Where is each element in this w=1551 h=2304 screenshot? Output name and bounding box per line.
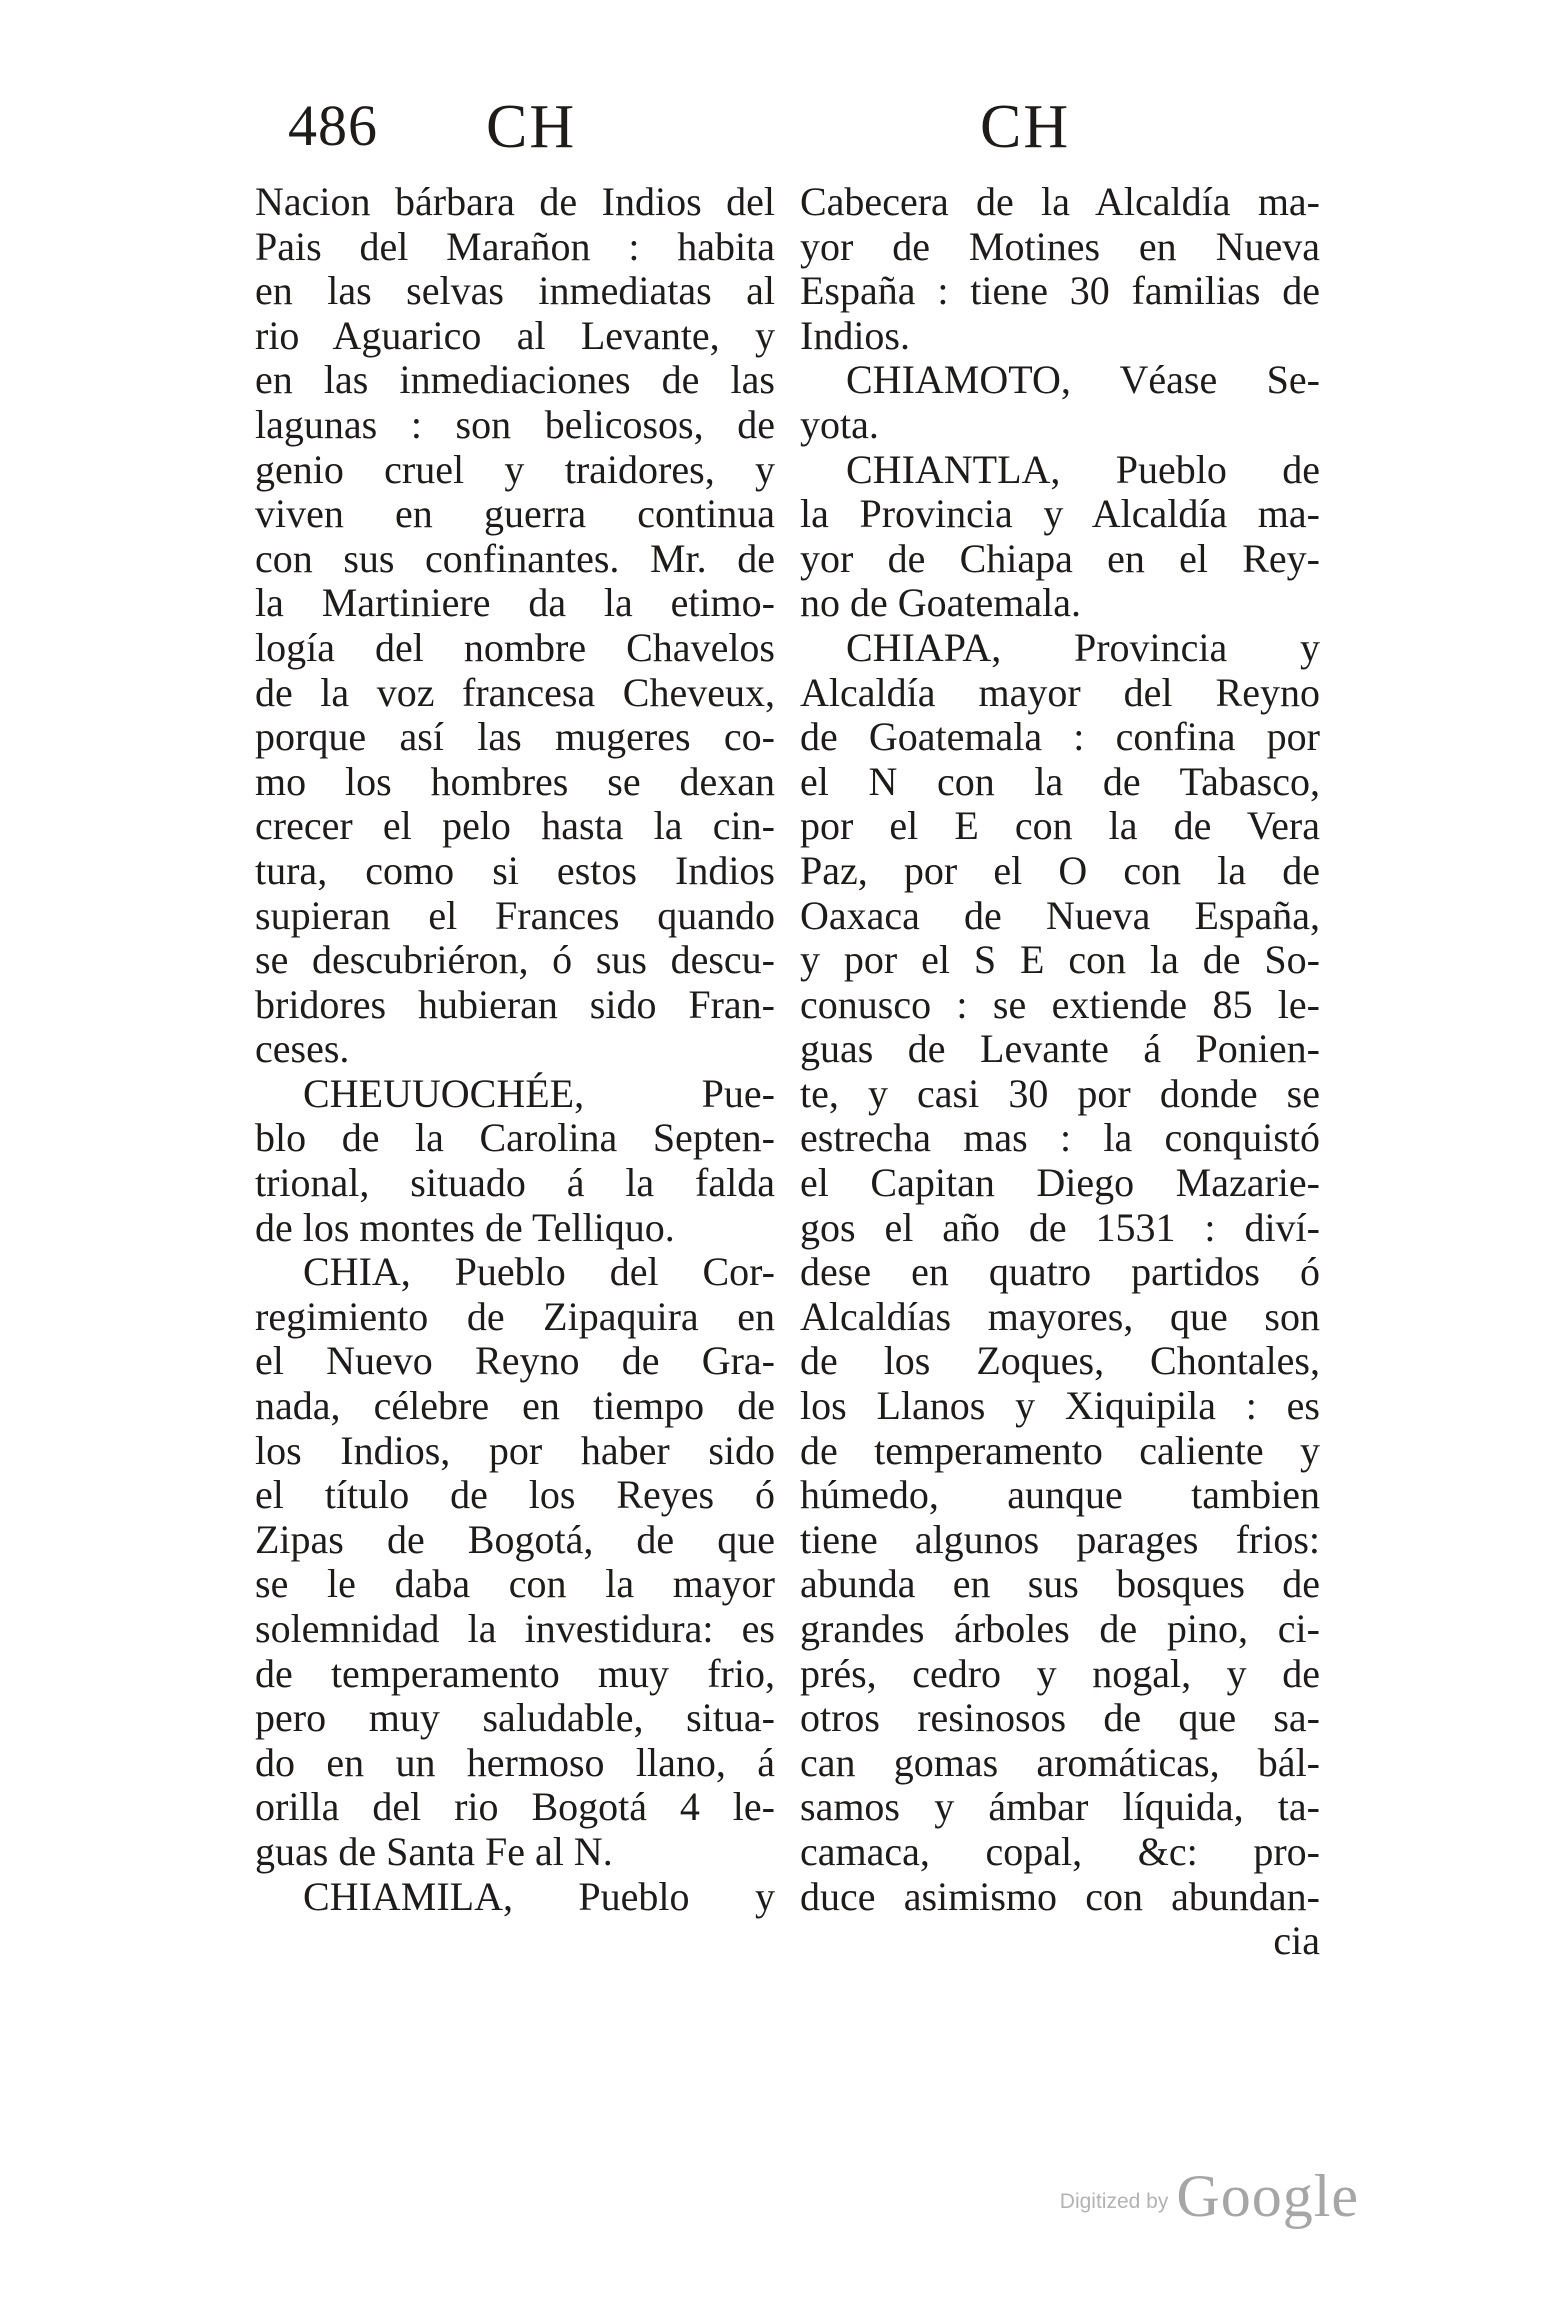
- text-line: rio Aguarico al Levante, y: [255, 312, 775, 358]
- text-line: en las selvas inmediatas al: [255, 268, 775, 314]
- text-line: la Provincia y Alcaldía ma-: [800, 491, 1320, 537]
- text-line: supieran el Frances quando: [255, 892, 775, 938]
- text-line: grandes árboles de pino, ci-: [800, 1606, 1320, 1651]
- text-line: conusco : se extiende 85 le-: [800, 981, 1320, 1027]
- text-line: mo los hombres se dexan: [255, 758, 775, 804]
- text-line: por el E con la de Vera: [800, 803, 1320, 849]
- text-line: de Goatemala : confina por: [800, 714, 1320, 760]
- text-line: CHIAMOTO, Véase Se-: [846, 357, 1320, 403]
- text-line: Paz, por el O con la de: [800, 847, 1320, 893]
- text-line: de temperamento caliente y: [800, 1427, 1320, 1473]
- text-line: Oaxaca de Nueva España,: [800, 892, 1320, 938]
- text-line: ceses.: [255, 1026, 350, 1072]
- text-line: de temperamento muy frio,: [255, 1650, 775, 1696]
- text-line: Nacion bárbara de Indios del: [255, 179, 775, 224]
- left-text-column: [255, 180, 775, 1919]
- text-line: yor de Motines en Nueva: [800, 223, 1320, 269]
- page-number: 486: [288, 93, 378, 158]
- text-line: yota.: [800, 401, 879, 447]
- text-line: viven en guerra continua: [255, 491, 775, 537]
- text-line: pero muy saludable, situa-: [255, 1695, 775, 1741]
- text-line: yor de Chiapa en el Rey-: [800, 535, 1320, 581]
- text-line: lagunas : son belicosos, de: [255, 401, 775, 447]
- text-line: la Martiniere da la etimo-: [255, 580, 775, 626]
- text-line: can gomas aromáticas, bál-: [800, 1739, 1320, 1785]
- running-head-right: CH: [980, 93, 1071, 161]
- text-line: Alcaldías mayores, que son: [800, 1293, 1320, 1339]
- text-line: prés, cedro y nogal, y de: [800, 1650, 1320, 1696]
- text-line: logía del nombre Chavelos: [255, 624, 775, 670]
- watermark-brand: Google: [1176, 2163, 1359, 2229]
- text-line: el Nuevo Reyno de Gra-: [255, 1338, 775, 1384]
- text-line: Alcaldía mayor del Reyno: [800, 669, 1320, 715]
- text-line: Pais del Marañon : habita: [255, 223, 775, 269]
- text-line: húmedo, aunque tambien: [800, 1472, 1320, 1518]
- text-line: guas de Levante á Ponien-: [800, 1026, 1320, 1072]
- text-line: otros resinosos de que sa-: [800, 1695, 1320, 1741]
- text-line: CHEUUOCHÉE, Pue-: [303, 1070, 775, 1116]
- text-line: do en un hermoso llano, á: [255, 1739, 775, 1785]
- text-line: camaca, copal, &c: pro-: [800, 1828, 1320, 1874]
- text-line: en las inmediaciones de las: [255, 357, 775, 403]
- text-line: guas de Santa Fe al N.: [255, 1828, 613, 1874]
- text-line: CHIAPA, Provincia y: [846, 624, 1320, 670]
- text-line: orilla del rio Bogotá 4 le-: [255, 1784, 775, 1830]
- text-line: duce asimismo con abundan-: [800, 1873, 1320, 1919]
- text-line: con sus confinantes. Mr. de: [255, 535, 775, 581]
- running-head-left: CH: [486, 93, 577, 161]
- text-line: tura, como si estos Indios: [255, 847, 775, 893]
- catchword: cia: [1273, 1918, 1320, 1964]
- right-text-column: [800, 180, 1320, 1964]
- text-line: de la voz francesa Cheveux,: [255, 669, 775, 715]
- text-line: regimiento de Zipaquira en: [255, 1293, 775, 1339]
- text-line: solemnidad la investidura: es: [255, 1606, 775, 1651]
- text-line: bridores hubieran sido Fran-: [255, 981, 775, 1027]
- text-line: nada, célebre en tiempo de: [255, 1383, 775, 1429]
- text-line: crecer el pelo hasta la cin-: [255, 803, 775, 849]
- text-line: el Capitan Diego Mazarie-: [800, 1160, 1320, 1206]
- text-line: dese en quatro partidos ó: [800, 1249, 1320, 1295]
- text-line: España : tiene 30 familias de: [800, 268, 1320, 314]
- text-line: Indios.: [800, 312, 910, 358]
- text-line: no de Goatemala.: [800, 580, 1081, 626]
- text-line: porque así las mugeres co-: [255, 714, 775, 760]
- watermark-prefix: Digitized by: [1059, 2190, 1169, 2213]
- text-line: CHIAMILA, Pueblo y: [303, 1873, 775, 1919]
- text-line: estrecha mas : la conquistó: [800, 1115, 1320, 1161]
- text-line: los Llanos y Xiquipila : es: [800, 1383, 1320, 1429]
- text-line: los Indios, por haber sido: [255, 1427, 775, 1473]
- text-line: CHIA, Pueblo del Cor-: [303, 1249, 775, 1295]
- text-line: el N con la de Tabasco,: [800, 758, 1320, 804]
- text-line: Zipas de Bogotá, de que: [255, 1516, 775, 1562]
- text-line: de los Zoques, Chontales,: [800, 1338, 1320, 1384]
- text-line: trional, situado á la falda: [255, 1160, 775, 1206]
- text-line: CHIANTLA, Pueblo de: [846, 446, 1320, 492]
- text-line: y por el S E con la de So-: [800, 937, 1320, 983]
- text-line: se descubriéron, ó sus descu-: [255, 937, 775, 983]
- text-line: se le daba con la mayor: [255, 1561, 775, 1607]
- text-line: samos y ámbar líquida, ta-: [800, 1784, 1320, 1830]
- text-line: gos el año de 1531 : diví-: [800, 1204, 1320, 1250]
- text-line: genio cruel y traidores, y: [255, 446, 775, 492]
- text-line: blo de la Carolina Septen-: [255, 1115, 775, 1161]
- text-line: tiene algunos parages frios:: [800, 1516, 1320, 1562]
- page-header: [0, 92, 1551, 172]
- digitization-watermark: [1060, 2162, 1359, 2231]
- text-line: abunda en sus bosques de: [800, 1561, 1320, 1607]
- text-line: Cabecera de la Alcaldía ma-: [800, 179, 1320, 224]
- text-line: el título de los Reyes ó: [255, 1472, 775, 1518]
- text-line: te, y casi 30 por donde se: [800, 1070, 1320, 1116]
- text-line: de los montes de Telliquo.: [255, 1204, 675, 1250]
